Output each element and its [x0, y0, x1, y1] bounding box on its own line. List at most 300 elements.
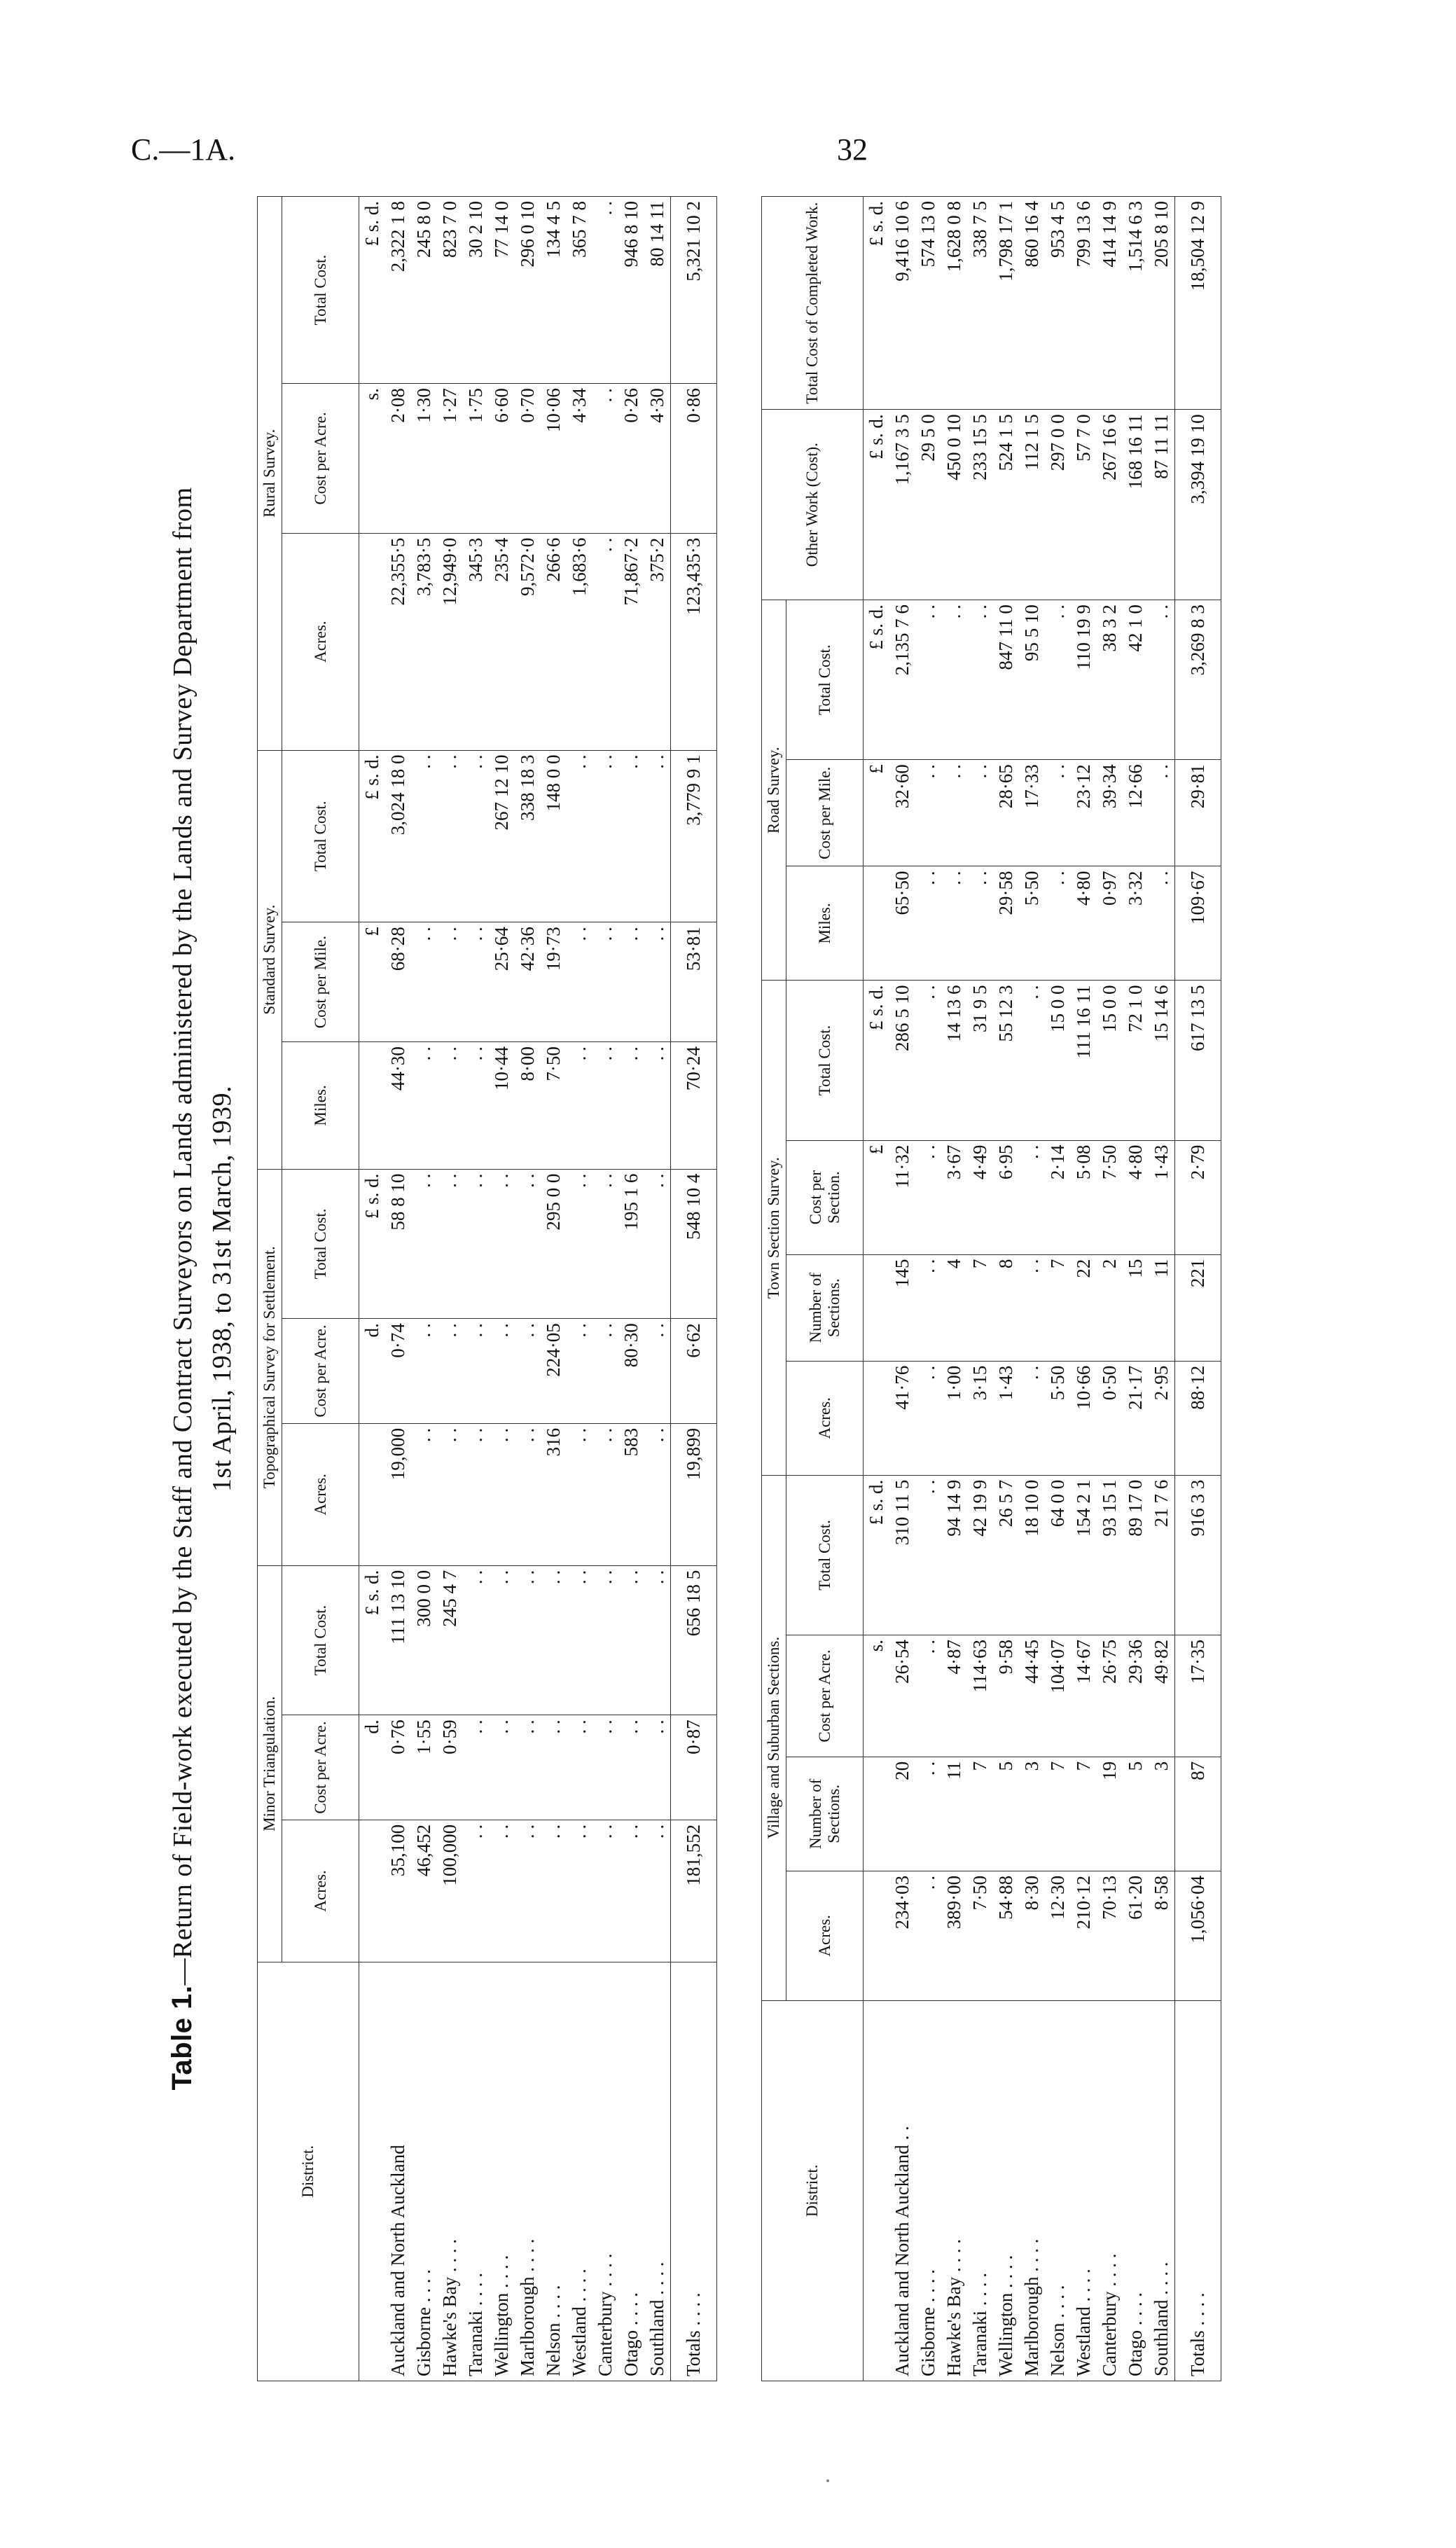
district-cell: Nelson . . . . [1045, 2000, 1071, 2381]
table-cell: . . [437, 922, 463, 1042]
table-cell: . . [463, 1423, 489, 1565]
col-header-total-cost: Total Cost. [786, 600, 864, 760]
table-cell: . . [411, 922, 437, 1042]
table-cell: 0·76 [385, 1715, 411, 1820]
table-cell: 1,167 3 5 [889, 410, 915, 600]
table-cell: 94 14 9 [941, 1475, 967, 1635]
table-cell: . . [411, 750, 437, 922]
table-cell: . . [915, 1635, 941, 1757]
table-cell: 297 0 0 [1045, 410, 1071, 600]
table-cell: 57 7 0 [1071, 410, 1097, 600]
table-cell: . . [644, 1319, 671, 1424]
table-row [1097, 197, 1123, 2381]
table-cell: 23·12 [1071, 760, 1097, 866]
col-header-total-cost: Total Cost. [282, 1565, 359, 1715]
table-title [162, 196, 242, 2381]
table-cell: . . [1045, 866, 1071, 981]
table-cell: 5,321 10 2 [671, 197, 717, 384]
table-cell: £ [864, 760, 890, 866]
table-cell: 10·66 [1071, 1361, 1097, 1475]
district-cell: Hawke's Bay . . . . [941, 2000, 967, 2381]
table-row [644, 197, 671, 2381]
table-cell: . . [567, 1423, 592, 1565]
table-cell: 11 [1149, 1254, 1175, 1361]
table-cell: 0·70 [515, 384, 541, 534]
district-cell [359, 1962, 386, 2381]
table-cell: . . [411, 1042, 437, 1170]
table-cell: . . [515, 1169, 541, 1319]
table-label: Table 1. [167, 1985, 197, 2091]
district-cell: Totals . . . . [671, 1962, 717, 2381]
table-cell: 316 [541, 1423, 567, 1565]
table-cell: 6·95 [993, 1140, 1019, 1254]
table-cell: . . [567, 1820, 592, 1962]
table-cell: 26·54 [889, 1635, 915, 1757]
table-cell: 946 8 10 [618, 197, 644, 384]
district-cell: Totals . . . . [1175, 2000, 1221, 2381]
table-cell: £ s. d. [864, 600, 890, 760]
table-cell: . . [515, 1319, 541, 1424]
table-row [515, 197, 541, 2381]
table-cell: d. [359, 1319, 386, 1424]
table-cell: £ s. d. [864, 1475, 890, 1635]
table-cell: £ s. d. [359, 1565, 386, 1715]
table-cell: . . [644, 1423, 671, 1565]
table-cell: 3,394 19 10 [1175, 410, 1221, 600]
table-cell: 286 5 10 [889, 981, 915, 1140]
table-cell: 9,572·0 [515, 533, 541, 750]
table-cell: . . [592, 1042, 618, 1170]
table-cell: 9·58 [993, 1635, 1019, 1757]
table-cell: 7 [1045, 1254, 1071, 1361]
district-cell: Auckland and North Auckland . . [889, 2000, 915, 2381]
table-cell: 53·81 [671, 922, 717, 1042]
table-cell: . . [592, 1169, 618, 1319]
units-row [864, 197, 890, 2381]
table-cell: 35,100 [385, 1820, 411, 1962]
table-cell: 205 8 10 [1149, 197, 1175, 410]
table-cell: 7·50 [1097, 1140, 1123, 1254]
table-cell: 44·30 [385, 1042, 411, 1170]
table-cell: 1·27 [437, 384, 463, 534]
table-cell: . . [915, 866, 941, 981]
table-cell: 71,867·2 [618, 533, 644, 750]
table-cell: 7 [967, 1254, 993, 1361]
table-cell: 31 9 5 [967, 981, 993, 1140]
table-cell: 15 0 0 [1097, 981, 1123, 1140]
table-cell: 29·58 [993, 866, 1019, 981]
table-cell: 55 12 3 [993, 981, 1019, 1140]
table-cell: 38 3 2 [1097, 600, 1123, 760]
table-cell [864, 866, 890, 981]
table-row [567, 197, 592, 2381]
table-cell: 310 11 5 [889, 1475, 915, 1635]
table-cell: 19,000 [385, 1423, 411, 1565]
table-cell: 210·12 [1071, 1871, 1097, 2000]
table-row [915, 197, 941, 2381]
table-cell: . . [592, 1319, 618, 1424]
table-cell: 22,355·5 [385, 533, 411, 750]
table-cell: 0·26 [618, 384, 644, 534]
table-cell: . . [437, 1169, 463, 1319]
group-header-standard-survey: Standard Survey. [258, 750, 282, 1169]
table-cell: 295 0 0 [541, 1169, 567, 1319]
table-cell: 245 4 7 [437, 1565, 463, 1715]
table-cell: 65·50 [889, 866, 915, 981]
district-cell: Canterbury . . . . [592, 1962, 618, 2381]
group-header-topographical-survey: Topographical Survey for Settlement. [258, 1169, 282, 1565]
table-cell: 39·34 [1097, 760, 1123, 866]
table-cell: 3 [1149, 1757, 1175, 1871]
table-cell: . . [592, 922, 618, 1042]
district-cell: Gisborne . . . . [915, 2000, 941, 2381]
table-cell: . . [567, 922, 592, 1042]
district-cell: Southland . . . . [1149, 2000, 1175, 2381]
table-cell: 123,435·3 [671, 533, 717, 750]
table-row [993, 197, 1019, 2381]
table-cell: . . [644, 1565, 671, 1715]
table-cell: 4·49 [967, 1140, 993, 1254]
group-header-minor-triangulation: Minor Triangulation. [258, 1565, 282, 1962]
table-cell: . . [618, 1565, 644, 1715]
table-row [1045, 197, 1071, 2381]
table-cell: 28·65 [993, 760, 1019, 866]
table-cell [864, 1871, 890, 2000]
table-cell: 110 19 9 [1071, 600, 1097, 760]
table-cell: . . [618, 1042, 644, 1170]
table-cell: 1,683·6 [567, 533, 592, 750]
table-cell: . . [463, 750, 489, 922]
table-cell: 0·97 [1097, 866, 1123, 981]
table-row [592, 197, 618, 2381]
table-cell: 389·00 [941, 1871, 967, 2000]
col-header-other-work: Other Work (Cost). [762, 410, 864, 600]
col-header-miles: Miles. [786, 866, 864, 981]
table-cell: 95 5 10 [1019, 600, 1045, 760]
table-cell: 5·50 [1045, 1361, 1071, 1475]
table-row [618, 197, 644, 2381]
table-cell: . . [1149, 866, 1175, 981]
table-cell: . . [915, 760, 941, 866]
table-cell: . . [567, 1319, 592, 1424]
table-cell: . . [567, 1042, 592, 1170]
table-cell: £ s. d. [359, 197, 386, 384]
table-cell: 3,783·5 [411, 533, 437, 750]
col-header-cost-per-acre: Cost per Acre. [282, 1319, 359, 1424]
district-cell: Canterbury . . . . [1097, 2000, 1123, 2381]
table-cell: 18,504 12 9 [1175, 197, 1221, 410]
table-cell: 154 2 1 [1071, 1475, 1097, 1635]
table-cell: 823 7 0 [437, 197, 463, 384]
table-cell: 2,322 1 8 [385, 197, 411, 384]
table-cell: . . [592, 384, 618, 534]
table-cell: . . [618, 922, 644, 1042]
table-cell: 4·80 [1123, 1140, 1149, 1254]
table-cell: . . [592, 1820, 618, 1962]
table-cell: . . [463, 1169, 489, 1319]
table-cell: 15 14 6 [1149, 981, 1175, 1140]
col-header-acres: Acres. [282, 533, 359, 750]
table-cell: 80 14 11 [644, 197, 671, 384]
table-cell: . . [463, 1715, 489, 1820]
table-cell: 0·59 [437, 1715, 463, 1820]
table-row [1149, 197, 1175, 2381]
table-cell: 29 5 0 [915, 410, 941, 600]
table-cell: . . [541, 1565, 567, 1715]
table-cell: . . [592, 750, 618, 922]
group-header-rural-survey: Rural Survey. [258, 197, 282, 751]
table-cell: . . [967, 600, 993, 760]
col-header-acres: Acres. [282, 1820, 359, 1962]
table-cell: 20 [889, 1757, 915, 1871]
col-header-acres: Acres. [282, 1423, 359, 1565]
table-cell: . . [915, 1871, 941, 2000]
table-cell: 656 18 5 [671, 1565, 717, 1715]
table-cell: 17·35 [1175, 1635, 1221, 1757]
table-cell: . . [515, 1565, 541, 1715]
table-cell: 300 0 0 [411, 1565, 437, 1715]
table-cell: 8·30 [1019, 1871, 1045, 2000]
table-cell: 617 13 5 [1175, 981, 1221, 1140]
col-header-total-cost: Total Cost. [786, 981, 864, 1140]
table-cell [359, 1820, 386, 1962]
table-cell: 266·6 [541, 533, 567, 750]
table-row [967, 197, 993, 2381]
table-cell: 88·12 [1175, 1361, 1221, 1475]
table-cell: £ [864, 1140, 890, 1254]
table-cell: . . [915, 1757, 941, 1871]
table-cell: . . [489, 1565, 515, 1715]
table-cell: . . [463, 1042, 489, 1170]
table-cell: 111 13 10 [385, 1565, 411, 1715]
page-number: 32 [837, 132, 868, 167]
district-cell: Nelson . . . . [541, 1962, 567, 2381]
district-cell: Hawke's Bay . . . . [437, 1962, 463, 2381]
table-cell: . . [644, 1042, 671, 1170]
table-cell: . . [644, 1715, 671, 1820]
table-cell: 1·55 [411, 1715, 437, 1820]
table-cell: . . [592, 1565, 618, 1715]
table-cell: . . [1019, 1254, 1045, 1361]
table-cell: 3·15 [967, 1361, 993, 1475]
table-cell: 1·43 [993, 1361, 1019, 1475]
table-cell: 17·33 [1019, 760, 1045, 866]
table-cell: 11·32 [889, 1140, 915, 1254]
table-cell: 5 [993, 1757, 1019, 1871]
table-cell: 30 2 10 [463, 197, 489, 384]
table-cell: . . [489, 1423, 515, 1565]
table-cell: 6·62 [671, 1319, 717, 1424]
table-cell: 375·2 [644, 533, 671, 750]
table-title-line2: 1st April, 1938, to 31st March, 1939. [207, 1085, 237, 1493]
col-header-number-of-sections: Number of Sections. [786, 1757, 864, 1871]
col-header-district: District. [762, 2000, 864, 2381]
table-cell: 583 [618, 1423, 644, 1565]
table-cell: 89 17 0 [1123, 1475, 1149, 1635]
table-cell: 0·87 [671, 1715, 717, 1820]
table-cell: 9,416 10 6 [889, 197, 915, 410]
table-cell: 799 13 6 [1071, 197, 1097, 410]
table-cell: 3 [1019, 1757, 1045, 1871]
table-cell: £ s. d. [864, 410, 890, 600]
table-cell: 3·67 [941, 1140, 967, 1254]
table-cell: . . [592, 1715, 618, 1820]
table-cell [864, 1361, 890, 1475]
table-cell: 2 [1097, 1254, 1123, 1361]
table-cell: 221 [1175, 1254, 1221, 1361]
table-cell: . . [463, 922, 489, 1042]
table-cell: . . [489, 1715, 515, 1820]
table-cell: s. [359, 384, 386, 534]
table-cell: 10·44 [489, 1042, 515, 1170]
district-cell: Gisborne . . . . [411, 1962, 437, 2381]
table-cell: . . [515, 1715, 541, 1820]
table-cell [864, 1757, 890, 1871]
table-cell: . . [567, 1169, 592, 1319]
table-cell: 3·32 [1123, 866, 1149, 981]
col-header-total-cost: Total Cost. [282, 1169, 359, 1319]
table-cell: 4·80 [1071, 866, 1097, 981]
table-cell: . . [489, 1319, 515, 1424]
table-cell: 15 [1123, 1254, 1149, 1361]
table-cell: . . [1019, 1140, 1045, 1254]
table-cell: . . [437, 1423, 463, 1565]
table-cell: . . [915, 600, 941, 760]
table-cell: £ s. d. [864, 197, 890, 410]
report-reference: C.—1A. [131, 132, 236, 167]
table-cell: 4 [941, 1254, 967, 1361]
table-cell: 3,779 9 1 [671, 750, 717, 922]
table-cell: 2·79 [1175, 1140, 1221, 1254]
table-cell: . . [644, 1169, 671, 1319]
table-cell: 80·30 [618, 1319, 644, 1424]
table-cell: 145 [889, 1254, 915, 1361]
district-cell: Taranaki . . . . [463, 1962, 489, 2381]
table-cell: 18 10 0 [1019, 1475, 1045, 1635]
table-cell: 100,000 [437, 1820, 463, 1962]
col-header-cost-per-section: Cost per Section. [786, 1140, 864, 1254]
table-cell: 26·75 [1097, 1635, 1123, 1757]
table-cell: 114·63 [967, 1635, 993, 1757]
table-cell: d. [359, 1715, 386, 1820]
table-cell [864, 1254, 890, 1361]
district-cell: Otago . . . . [1123, 2000, 1149, 2381]
table-cell: 4·30 [644, 384, 671, 534]
table-cell: 0·74 [385, 1319, 411, 1424]
table-cell: 42 1 0 [1123, 600, 1149, 760]
table-cell: . . [644, 922, 671, 1042]
table-cell: 860 16 4 [1019, 197, 1045, 410]
table-cell: 6·60 [489, 384, 515, 534]
table-cell: 338 7 5 [967, 197, 993, 410]
table-cell: . . [967, 866, 993, 981]
rotated-page-content [162, 196, 1262, 2381]
table-cell: 112 1 5 [1019, 410, 1045, 600]
page-mark [826, 2479, 829, 2482]
col-header-completed-work: Total Cost of Completed Work. [762, 197, 864, 410]
table-cell: . . [644, 750, 671, 922]
table-cell: 68·28 [385, 922, 411, 1042]
col-header-cost-per-acre: Cost per Acre. [786, 1635, 864, 1757]
table-cell: 19,899 [671, 1423, 717, 1565]
table-cell: 93 15 1 [1097, 1475, 1123, 1635]
district-cell: Marlborough . . . . [1019, 2000, 1045, 2381]
table-cell: 0·86 [671, 384, 717, 534]
col-header-acres: Acres. [786, 1361, 864, 1475]
table-cell: 1,628 0 8 [941, 197, 967, 410]
table-cell: 87 11 11 [1149, 410, 1175, 600]
table-cell: 7 [967, 1757, 993, 1871]
table-cell: 168 16 11 [1123, 410, 1149, 600]
table-cell: 181,552 [671, 1820, 717, 1962]
table-cell: . . [915, 1254, 941, 1361]
table-cell: 233 15 5 [967, 410, 993, 600]
table-cell: 49·82 [1149, 1635, 1175, 1757]
table-cell: . . [592, 1423, 618, 1565]
table-cell: 42·36 [515, 922, 541, 1042]
table-row [1123, 197, 1149, 2381]
table-cell: 7 [1045, 1757, 1071, 1871]
table-cell: 4·87 [941, 1635, 967, 1757]
table-cell: 5·08 [1071, 1140, 1097, 1254]
table-cell: 25·64 [489, 922, 515, 1042]
col-header-cost-per-acre: Cost per Acre. [282, 384, 359, 534]
table-cell: 42 19 9 [967, 1475, 993, 1635]
table-cell: 111 16 11 [1071, 981, 1097, 1140]
table-cell: 22 [1071, 1254, 1097, 1361]
col-header-number-of-sections: Number of Sections. [786, 1254, 864, 1361]
table-cell: £ s. d. [359, 750, 386, 922]
table-cell: 296 0 10 [515, 197, 541, 384]
table-cell: . . [618, 750, 644, 922]
table-cell: 1·43 [1149, 1140, 1175, 1254]
table-cell: . . [437, 1042, 463, 1170]
table-cell: 72 1 0 [1123, 981, 1149, 1140]
table-cell: 29·36 [1123, 1635, 1149, 1757]
table-cell: . . [567, 750, 592, 922]
col-header-total-cost: Total Cost. [786, 1475, 864, 1635]
table-cell: 195 1 6 [618, 1169, 644, 1319]
table-cell: 70·24 [671, 1042, 717, 1170]
district-cell [864, 2000, 890, 2381]
table-cell: . . [1019, 981, 1045, 1140]
table-cell: . . [941, 760, 967, 866]
district-cell: Taranaki . . . . [967, 2000, 993, 2381]
district-cell: Wellington . . . . [489, 1962, 515, 2381]
table-cell: £ s. d. [864, 981, 890, 1140]
units-row [359, 197, 386, 2381]
totals-row [671, 197, 717, 2381]
table-cell: . . [967, 760, 993, 866]
table-cell: . . [411, 1169, 437, 1319]
table-cell [359, 533, 386, 750]
table-cell: . . [463, 1820, 489, 1962]
group-header-village-suburban: Village and Suburban Sections. [762, 1475, 786, 2000]
table-cell: 7·50 [967, 1871, 993, 2000]
table-cell: . . [411, 1423, 437, 1565]
table-cell: . . [437, 1319, 463, 1424]
table-cell: . . [941, 600, 967, 760]
table-cell: 1·00 [941, 1361, 967, 1475]
district-cell: Westland . . . . [567, 1962, 592, 2381]
table-cell: 5·50 [1019, 866, 1045, 981]
table-cell: . . [1149, 760, 1175, 866]
table-cell: . . [541, 1820, 567, 1962]
table-cell: 21 7 6 [1149, 1475, 1175, 1635]
table-cell: 953 4 5 [1045, 197, 1071, 410]
table-cell: . . [541, 1715, 567, 1820]
table-row [437, 197, 463, 2381]
